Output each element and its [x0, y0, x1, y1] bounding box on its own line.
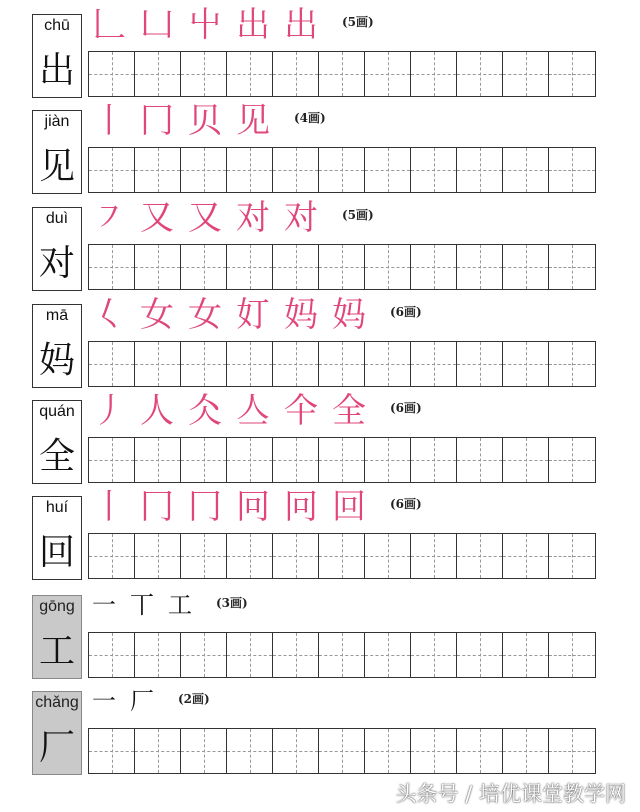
tian-zi-cell[interactable]	[135, 633, 181, 677]
tian-zi-cell[interactable]	[411, 633, 457, 677]
stroke-order	[92, 382, 422, 432]
tian-zi-cell[interactable]	[503, 633, 549, 677]
character-card	[32, 304, 82, 388]
tian-zi-cell[interactable]	[135, 245, 181, 289]
stroke-step: 人	[140, 390, 174, 431]
tian-zi-cell[interactable]	[457, 148, 503, 192]
tian-zi-cell[interactable]	[503, 245, 549, 289]
stroke-step: 出	[236, 4, 270, 45]
tian-zi-cell[interactable]	[273, 729, 319, 773]
stroke-step: 亼	[236, 390, 270, 431]
stroke-order	[92, 189, 374, 239]
character-glyph: 工	[38, 631, 75, 672]
tian-zi-cell[interactable]	[89, 438, 135, 482]
stroke-step: 女	[188, 294, 222, 335]
tian-zi-cell[interactable]	[549, 148, 595, 192]
stroke-count: (5画)	[342, 207, 374, 222]
stroke-step: 妈	[284, 294, 318, 335]
stroke-step: 全	[332, 390, 366, 431]
stroke-step: 一	[92, 590, 116, 619]
tian-zi-cell[interactable]	[411, 52, 457, 96]
stroke-step: 屮	[188, 4, 222, 45]
stroke-count: (4画)	[294, 110, 326, 125]
pinyin-label: chǎng	[35, 694, 79, 711]
stroke-order	[92, 577, 248, 627]
tian-zi-cell[interactable]	[273, 245, 319, 289]
tian-zi-cell[interactable]	[227, 729, 273, 773]
tian-zi-cell[interactable]	[227, 438, 273, 482]
writing-grid	[88, 341, 596, 387]
writing-grid	[88, 728, 596, 774]
stroke-step: 厂	[130, 686, 154, 715]
tian-zi-cell[interactable]	[503, 729, 549, 773]
stroke-step: 妈	[332, 294, 366, 335]
writing-grid	[88, 244, 596, 290]
character-card	[32, 14, 82, 98]
character-row	[0, 193, 640, 290]
pinyin-label: gōng	[39, 598, 75, 615]
stroke-step: 凵	[140, 4, 174, 45]
pinyin-label: huí	[45, 499, 69, 516]
tian-zi-cell[interactable]	[135, 438, 181, 482]
tian-zi-cell[interactable]	[89, 148, 135, 192]
tian-zi-cell[interactable]	[89, 633, 135, 677]
tian-zi-cell[interactable]	[89, 729, 135, 773]
tian-zi-cell[interactable]	[181, 534, 227, 578]
tian-zi-cell[interactable]	[273, 633, 319, 677]
tian-zi-cell[interactable]	[549, 729, 595, 773]
tian-zi-cell[interactable]	[549, 534, 595, 578]
stroke-order	[92, 92, 326, 142]
character-card	[32, 691, 82, 775]
stroke-count: (2画)	[178, 691, 210, 706]
stroke-step: 回	[332, 486, 366, 527]
tian-zi-cell[interactable]	[135, 52, 181, 96]
tian-zi-cell[interactable]	[457, 52, 503, 96]
tian-zi-cell[interactable]	[365, 729, 411, 773]
pinyin-label: duì	[45, 210, 69, 227]
writing-grid	[88, 147, 596, 193]
tian-zi-cell[interactable]	[457, 438, 503, 482]
character-row	[0, 386, 640, 483]
writing-grid	[88, 533, 596, 579]
tian-zi-cell[interactable]	[319, 633, 365, 677]
tian-zi-cell[interactable]	[135, 729, 181, 773]
tian-zi-cell[interactable]	[181, 633, 227, 677]
stroke-count: (6画)	[390, 400, 422, 415]
stroke-step: ㇇	[92, 197, 126, 238]
stroke-step: 贝	[188, 100, 222, 141]
tian-zi-cell[interactable]	[181, 729, 227, 773]
tian-zi-cell[interactable]	[457, 729, 503, 773]
character-card	[32, 496, 82, 580]
tian-zi-cell[interactable]	[135, 534, 181, 578]
tian-zi-cell[interactable]	[411, 148, 457, 192]
stroke-step: 冂	[188, 486, 222, 527]
tian-zi-cell[interactable]	[227, 245, 273, 289]
tian-zi-cell[interactable]	[457, 245, 503, 289]
tian-zi-cell[interactable]	[549, 633, 595, 677]
character-row	[0, 581, 640, 678]
character-card	[32, 400, 82, 484]
character-card	[32, 110, 82, 194]
tian-zi-cell[interactable]	[273, 534, 319, 578]
tian-zi-cell[interactable]	[135, 342, 181, 386]
tian-zi-cell[interactable]	[503, 342, 549, 386]
tian-zi-cell[interactable]	[549, 52, 595, 96]
tian-zi-cell[interactable]	[89, 342, 135, 386]
tian-zi-cell[interactable]	[457, 342, 503, 386]
stroke-step: 冋	[236, 486, 270, 527]
tian-zi-cell[interactable]	[365, 245, 411, 289]
pinyin-label: chū	[44, 17, 70, 34]
character-row	[0, 677, 640, 774]
tian-zi-cell[interactable]	[503, 52, 549, 96]
stroke-step: 又	[188, 197, 222, 238]
character-glyph: 全	[38, 436, 75, 477]
tian-zi-cell[interactable]	[181, 52, 227, 96]
stroke-order	[92, 673, 210, 723]
tian-zi-cell[interactable]	[411, 342, 457, 386]
tian-zi-cell[interactable]	[365, 438, 411, 482]
stroke-step: 仌	[188, 390, 222, 431]
tian-zi-cell[interactable]	[181, 148, 227, 192]
tian-zi-cell[interactable]	[365, 148, 411, 192]
stroke-step: 女	[140, 294, 174, 335]
character-row	[0, 482, 640, 579]
pinyin-label: jiàn	[44, 113, 70, 130]
stroke-order	[92, 478, 422, 528]
stroke-count: (3画)	[216, 595, 248, 610]
tian-zi-cell[interactable]	[365, 52, 411, 96]
tian-zi-cell[interactable]	[319, 729, 365, 773]
stroke-step: 冂	[140, 486, 174, 527]
tian-zi-cell[interactable]	[89, 52, 135, 96]
writing-grid	[88, 437, 596, 483]
stroke-step: 丅	[130, 590, 154, 619]
writing-grid	[88, 632, 596, 678]
character-glyph: 厂	[38, 727, 75, 768]
tian-zi-cell[interactable]	[181, 438, 227, 482]
tian-zi-cell[interactable]	[411, 729, 457, 773]
character-glyph: 妈	[38, 340, 75, 381]
tian-zi-cell[interactable]	[273, 438, 319, 482]
stroke-step: 对	[284, 197, 318, 238]
tian-zi-cell[interactable]	[411, 534, 457, 578]
writing-grid	[88, 51, 596, 97]
tian-zi-cell[interactable]	[319, 245, 365, 289]
tian-zi-cell[interactable]	[411, 245, 457, 289]
tian-zi-cell[interactable]	[273, 148, 319, 192]
tian-zi-cell[interactable]	[549, 245, 595, 289]
pinyin-label: mā	[45, 307, 69, 324]
tian-zi-cell[interactable]	[319, 148, 365, 192]
tian-zi-cell[interactable]	[319, 438, 365, 482]
tian-zi-cell[interactable]	[227, 148, 273, 192]
tian-zi-cell[interactable]	[227, 633, 273, 677]
stroke-order	[92, 0, 374, 46]
stroke-count: (6画)	[390, 496, 422, 511]
stroke-step: 一	[92, 686, 116, 715]
tian-zi-cell[interactable]	[89, 245, 135, 289]
character-card	[32, 207, 82, 291]
character-glyph: 见	[38, 146, 75, 187]
character-row	[0, 290, 640, 387]
character-card	[32, 595, 82, 679]
stroke-step: 冋	[284, 486, 318, 527]
character-row	[0, 0, 640, 97]
stroke-step: 冂	[140, 100, 174, 141]
stroke-step: 对	[236, 197, 270, 238]
stroke-step: 工	[168, 590, 192, 619]
tian-zi-cell[interactable]	[319, 342, 365, 386]
tian-zi-cell[interactable]	[365, 633, 411, 677]
tian-zi-cell[interactable]	[89, 534, 135, 578]
watermark: 头条号 / 培优课堂教学网	[395, 782, 626, 806]
tian-zi-cell[interactable]	[457, 534, 503, 578]
tian-zi-cell[interactable]	[273, 342, 319, 386]
pinyin-label: quán	[39, 403, 75, 420]
tian-zi-cell[interactable]	[503, 438, 549, 482]
tian-zi-cell[interactable]	[319, 52, 365, 96]
tian-zi-cell[interactable]	[181, 342, 227, 386]
stroke-step: 𡿨	[92, 294, 126, 335]
stroke-step: 出	[284, 4, 318, 45]
tian-zi-cell[interactable]	[273, 52, 319, 96]
stroke-order	[92, 286, 422, 336]
tian-zi-cell[interactable]	[227, 534, 273, 578]
stroke-step: 丨	[92, 100, 126, 141]
tian-zi-cell[interactable]	[549, 342, 595, 386]
stroke-step: 奵	[236, 294, 270, 335]
stroke-count: (5画)	[342, 14, 374, 29]
stroke-step: 丨	[92, 486, 126, 527]
tian-zi-cell[interactable]	[227, 342, 273, 386]
stroke-step: 又	[140, 197, 174, 238]
character-glyph: 回	[38, 532, 75, 573]
tian-zi-cell[interactable]	[227, 52, 273, 96]
stroke-count: (6画)	[390, 304, 422, 319]
tian-zi-cell[interactable]	[365, 534, 411, 578]
stroke-step: 丿	[92, 390, 126, 431]
tian-zi-cell[interactable]	[135, 148, 181, 192]
tian-zi-cell[interactable]	[411, 438, 457, 482]
stroke-step: 见	[236, 100, 270, 141]
tian-zi-cell[interactable]	[181, 245, 227, 289]
tian-zi-cell[interactable]	[319, 534, 365, 578]
tian-zi-cell[interactable]	[457, 633, 503, 677]
tian-zi-cell[interactable]	[549, 438, 595, 482]
stroke-step: 仐	[284, 390, 318, 431]
character-glyph: 出	[38, 50, 75, 91]
tian-zi-cell[interactable]	[503, 534, 549, 578]
character-row	[0, 96, 640, 193]
character-glyph: 对	[38, 243, 75, 284]
stroke-step: 𠃊	[92, 4, 126, 45]
tian-zi-cell[interactable]	[365, 342, 411, 386]
tian-zi-cell[interactable]	[503, 148, 549, 192]
